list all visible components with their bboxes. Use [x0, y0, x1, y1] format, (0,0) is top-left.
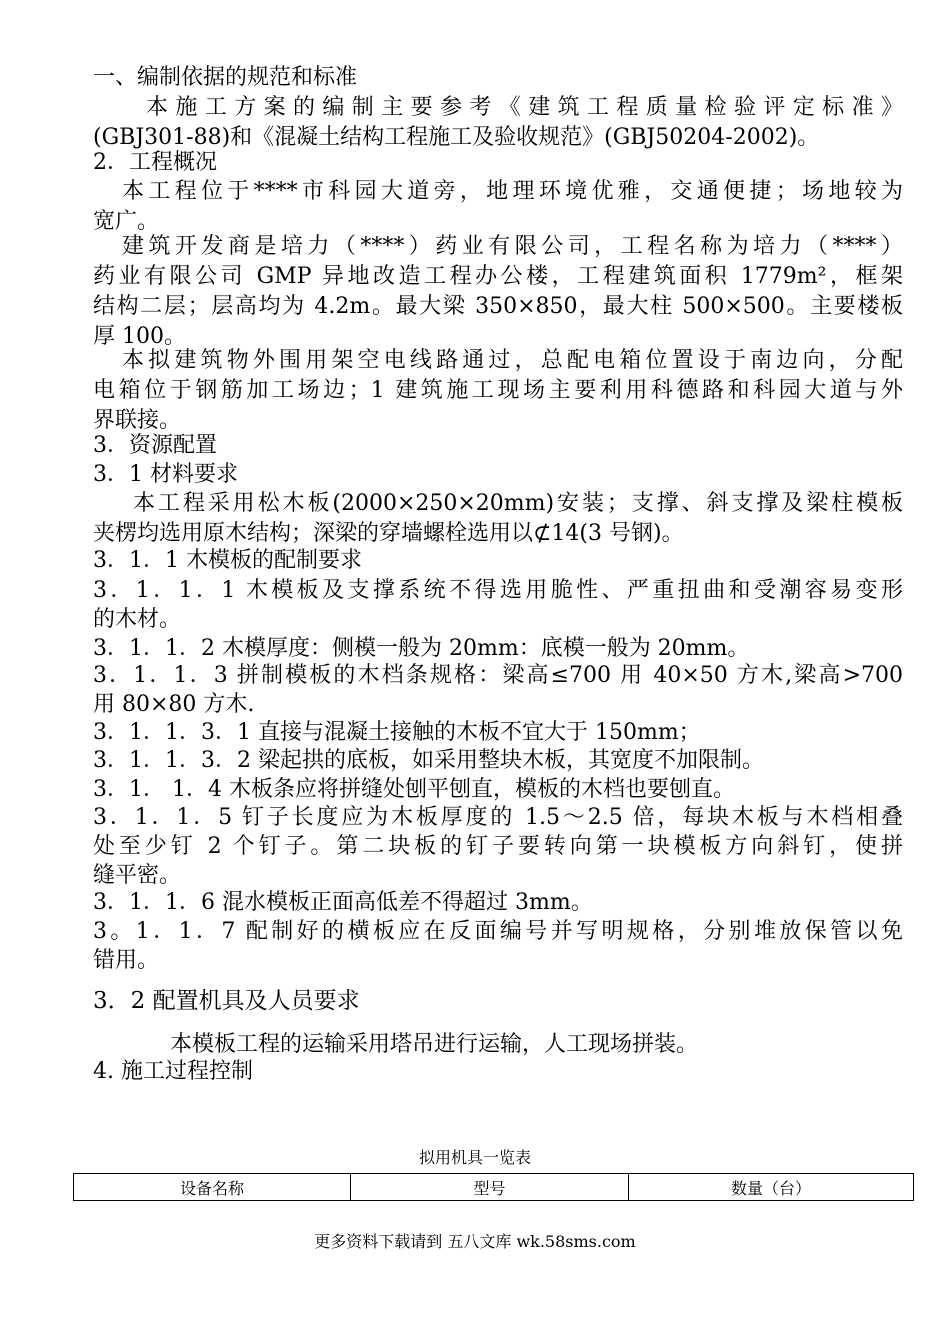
paragraph-line: 3．1．1．2 木模厚度：侧模一般为 20mm：底模一般为 20mm。 [93, 636, 750, 661]
footer-link[interactable]: 更多资料下载请到 五八文库 wk.58sms.com [314, 1232, 636, 1251]
equipment-table [73, 1173, 914, 1201]
column-header-name: 设备名称 [74, 1174, 351, 1201]
paragraph-line: 药业有限公司 GMP 异地改造工程办公楼，工程建筑面积 1779m²，框架 [93, 264, 903, 289]
paragraph-line: 3．1．1．6 混水模板正面高低差不得超过 3mm。 [93, 890, 593, 915]
heading-overview: 2．工程概况 [93, 150, 217, 175]
paragraph-line: 本拟建筑物外围用架空电线路通过，总配电箱位置设于南边向，分配 [122, 348, 903, 373]
heading-materials: 3．1 材料要求 [93, 462, 238, 487]
paragraph-line: (GBJ301-88)和《混凝土结构工程施工及验收规范》(GBJ50204-2002)。 [93, 125, 820, 150]
table-caption: 拟用机具一览表 [418, 1148, 531, 1167]
paragraph-line: 用 80×80 方木. [93, 692, 255, 717]
paragraph-line: 处至少钉 2 个钉子。第二块板的钉子要转向第一块模板方向斜钉，使拼 [93, 834, 903, 859]
paragraph-line: 的木材。 [93, 607, 182, 632]
heading-process-control: 4. 施工过程控制 [93, 1059, 253, 1084]
column-header-model: 型号 [351, 1174, 629, 1201]
paragraph-line: 宽广。 [93, 209, 160, 234]
paragraph-line: 本模板工程的运输采用塔吊进行运输，人工现场拼装。 [170, 1032, 699, 1057]
paragraph-line: 厚 100。 [93, 324, 186, 349]
paragraph-line: 本施工方案的编制主要参考《建筑工程质量检验评定标准》 [146, 95, 903, 120]
heading-formwork-requirements: 3．1．1 木模板的配制要求 [93, 548, 362, 573]
paragraph-line: 电箱位于钢筋加工场边；1 建筑施工现场主要利用科德路和科园大道与外 [93, 378, 903, 403]
paragraph-line: 缝平密。 [93, 863, 182, 888]
paragraph-line: 3．1．1．3．1 直接与混凝土接触的木板不宜大于 150mm； [93, 720, 701, 745]
paragraph-line: 界联接。 [93, 408, 182, 433]
paragraph-line: 本工程位于****市科园大道旁，地理环境优雅，交通便捷；场地较为 [122, 179, 903, 204]
paragraph-line: 建筑开发商是培力（****）药业有限公司，工程名称为培力（****） [122, 234, 903, 259]
table-header-row [74, 1174, 914, 1201]
paragraph-line: 结构二层；层高均为 4.2m。最大梁 350×850，最大柱 500×500。主要楼板 [93, 294, 903, 319]
paragraph-line: 3．1．1．3．2 梁起拱的底板，如采用整块木板，其宽度不加限制。 [93, 748, 764, 773]
column-header-quantity: 数量（台） [629, 1174, 914, 1201]
paragraph-line: 3。1．1．7 配制好的横板应在反面编号并写明规格，分别堆放保管以免 [93, 919, 903, 944]
paragraph-line: 错用。 [93, 948, 160, 973]
paragraph-line: 3．1．1．5 钉子长度应为木板厚度的 1.5～2.5 倍，每块木板与木档相叠 [93, 805, 903, 830]
paragraph-line: 3．1． 1．4 木板条应将拼缝处刨平刨直，模板的木档也要刨直。 [93, 777, 735, 802]
paragraph-line: 3．1．1．1 木模板及支撑系统不得选用脆性、严重扭曲和受潮容易变形 [93, 578, 903, 603]
paragraph-line: 3．1．1．3 拼制模板的木档条规格：梁高≤700 用 40×50 方木,梁高>700 [93, 663, 903, 688]
heading-resources: 3．资源配置 [93, 433, 217, 458]
heading-basis: 一、编制依据的规范和标准 [93, 65, 358, 90]
paragraph-line: 本工程采用松木板(2000×250×20mm)安装；支撑、斜支撑及梁柱模板 [133, 491, 903, 516]
paragraph-line: 夹楞均选用原木结构；深梁的穿墙螺栓选用以⊄14(3 号钢)。 [93, 521, 684, 546]
heading-equipment-staff: 3．2 配置机具及人员要求 [93, 988, 360, 1014]
